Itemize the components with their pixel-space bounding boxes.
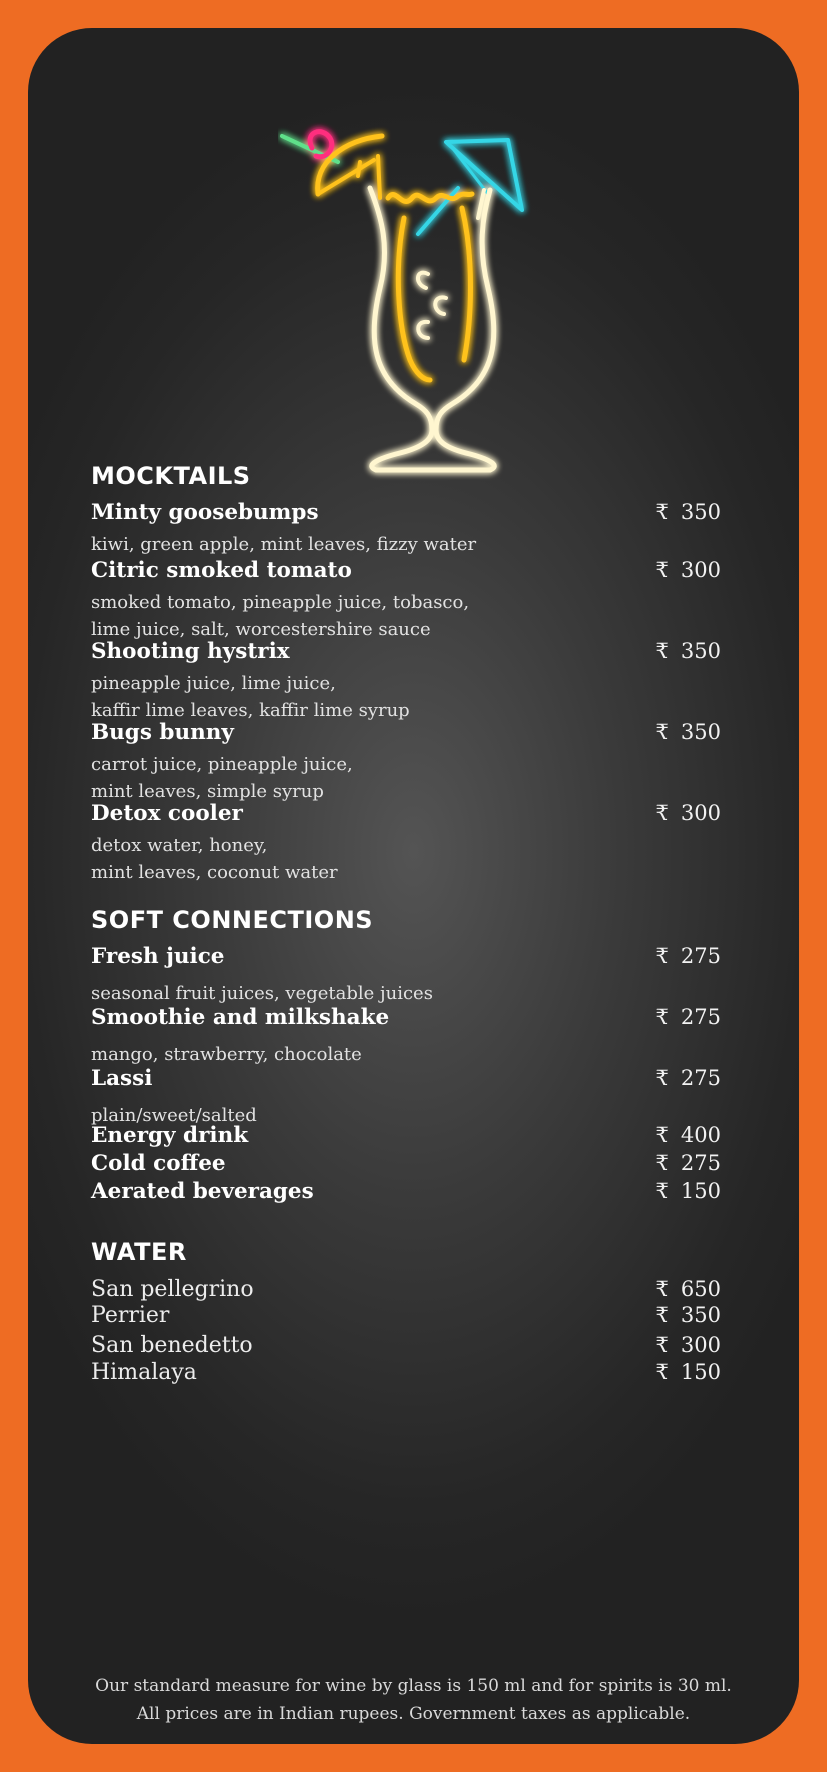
price-value: 275 — [680, 1066, 721, 1090]
rupee-symbol: ₹ — [655, 1303, 669, 1327]
menu-item-description: mango, strawberry, chocolate — [91, 1043, 362, 1065]
menu-item — [91, 1125, 771, 1147]
menu-item — [91, 1007, 771, 1068]
rupee-symbol: ₹ — [655, 1123, 669, 1147]
price-value: 350 — [680, 500, 721, 524]
rupee-symbol: ₹ — [655, 1066, 669, 1090]
menu-item-price — [656, 1279, 721, 1300]
menu-item — [91, 1279, 771, 1301]
rupee-symbol: ₹ — [655, 558, 669, 582]
menu-item — [91, 1153, 771, 1175]
price-value: 350 — [680, 639, 721, 663]
menu-card — [28, 28, 799, 1744]
rupee-symbol: ₹ — [655, 500, 669, 524]
menu-item-description: carrot juice, pineapple juice, — [91, 753, 353, 775]
menu-item-description: seasonal fruit juices, vegetable juices — [91, 982, 433, 1004]
menu-item-name: Smoothie and milkshake — [91, 1005, 390, 1030]
menu-item-name: Perrier — [91, 1303, 170, 1328]
menu-item-price — [656, 946, 721, 967]
footer-note — [28, 1672, 799, 1728]
price-value: 350 — [680, 720, 721, 744]
price-value: 275 — [680, 1151, 721, 1175]
menu-item-name: Himalaya — [91, 1360, 197, 1385]
section-title: MOCKTAILS — [91, 462, 251, 490]
menu-item-name: Fresh juice — [91, 944, 225, 969]
price-value: 300 — [680, 801, 721, 825]
menu-item-price — [656, 1068, 721, 1089]
menu-item-description: smoked tomato, pineapple juice, tobasco, — [91, 591, 470, 613]
rupee-symbol: ₹ — [655, 720, 669, 744]
menu-item-price — [656, 1007, 721, 1028]
menu-item-description: kiwi, green apple, mint leaves, fizzy water — [91, 533, 477, 555]
rupee-symbol: ₹ — [655, 1179, 669, 1203]
price-value: 300 — [680, 558, 721, 582]
menu-item-price — [656, 641, 721, 662]
menu-item-name: Detox cooler — [91, 801, 243, 826]
footer-line-taxes: All prices are in Indian rupees. Government taxes as applicable. — [136, 1704, 691, 1724]
menu-item-name: Minty goosebumps — [91, 500, 319, 525]
menu-item — [91, 502, 771, 558]
menu-item — [91, 1305, 771, 1327]
menu-item-description: lime juice, salt, worcestershire sauce — [91, 618, 431, 640]
menu-item-name: Cold coffee — [91, 1151, 226, 1176]
menu-item-price — [656, 1362, 721, 1383]
menu-item-name: Shooting hystrix — [91, 639, 290, 664]
menu-item — [91, 1068, 771, 1129]
menu-item — [91, 560, 771, 643]
rupee-symbol: ₹ — [655, 1005, 669, 1029]
menu-item-price — [656, 1181, 721, 1202]
rupee-symbol: ₹ — [655, 1277, 669, 1301]
menu-item-price — [656, 1125, 721, 1146]
menu-item-price — [656, 803, 721, 824]
price-value: 150 — [680, 1360, 721, 1384]
menu-item-description: plain/sweet/salted — [91, 1104, 257, 1126]
price-value: 350 — [680, 1303, 721, 1327]
price-value: 400 — [680, 1123, 721, 1147]
menu-item-description: mint leaves, simple syrup — [91, 780, 324, 802]
menu-item — [91, 1335, 771, 1357]
menu-item — [91, 1362, 771, 1384]
menu-item — [91, 803, 771, 886]
menu-item-description: detox water, honey, — [91, 834, 268, 856]
menu-item-price — [656, 502, 721, 523]
menu-item — [91, 722, 771, 805]
menu-item-name: San pellegrino — [91, 1277, 254, 1302]
section-title: WATER — [91, 1238, 187, 1266]
rupee-symbol: ₹ — [655, 801, 669, 825]
menu-item-name: San benedetto — [91, 1333, 253, 1358]
menu-item-description: mint leaves, coconut water — [91, 861, 338, 883]
price-value: 650 — [680, 1277, 721, 1301]
menu-item-name: Energy drink — [91, 1123, 249, 1148]
menu-item-description: pineapple juice, lime juice, — [91, 672, 336, 694]
rupee-symbol: ₹ — [655, 1151, 669, 1175]
menu-item-name: Lassi — [91, 1066, 153, 1091]
rupee-symbol: ₹ — [655, 944, 669, 968]
price-value: 275 — [680, 1005, 721, 1029]
menu-item-price — [656, 1335, 721, 1356]
menu-item — [91, 641, 771, 724]
footer-line-measure: Our standard measure for wine by glass is 150 ml and for spirits is 30 ml. — [95, 1676, 732, 1696]
price-value: 300 — [680, 1333, 721, 1357]
section-title: SOFT CONNECTIONS — [91, 906, 374, 934]
menu-item-price — [656, 1153, 721, 1174]
price-value: 150 — [680, 1179, 721, 1203]
menu-item-name: Aerated beverages — [91, 1179, 314, 1204]
menu-item — [91, 946, 771, 1007]
neon-cocktail-glass-icon — [278, 98, 598, 518]
menu-item-price — [656, 722, 721, 743]
menu-item-description: kaffir lime leaves, kaffir lime syrup — [91, 699, 410, 721]
menu-item — [91, 1181, 771, 1203]
menu-item-price — [656, 560, 721, 581]
menu-item-name: Citric smoked tomato — [91, 558, 352, 583]
rupee-symbol: ₹ — [655, 1333, 669, 1357]
menu-item-price — [656, 1305, 721, 1326]
rupee-symbol: ₹ — [655, 1360, 669, 1384]
price-value: 275 — [680, 944, 721, 968]
rupee-symbol: ₹ — [655, 639, 669, 663]
menu-item-name: Bugs bunny — [91, 720, 234, 745]
